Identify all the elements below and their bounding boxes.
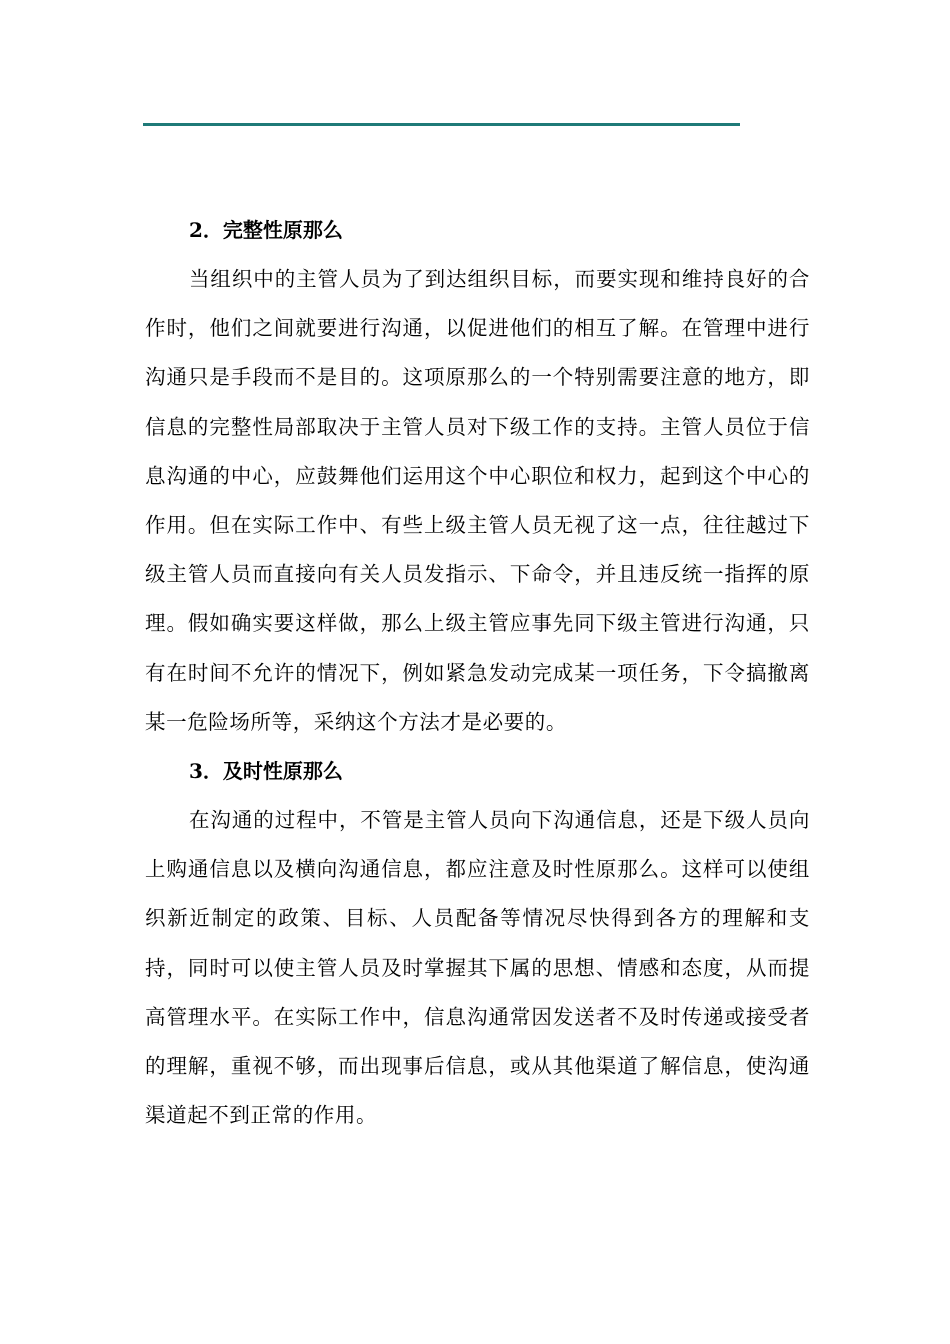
section-heading: 3．及时性原那么 [189, 759, 343, 784]
header-rule [143, 123, 740, 126]
section-paragraph: 当组织中的主管人员为了到达组织目标，而要实现和维持良好的合作时，他们之间就要进行沟通，以促进他们的相互了解。在管理中进行沟通只是手段而不是目的。这项原那么的一个特别需要注意的地方，即信息的完整性局部取决于主管人员对下级工作的支持。主管人员位于信息沟通的中心，应鼓舞他们运用这个中心职位和权力，起到这个中心的作用。但在实际工作中、有些上级主管人员无视了这一点，往往越过下级主管人员而直接向有关人员发指示、下命令，并且违反统一指挥的原理。假如确实要这样做，那么上级主管应事先同下级主管进行沟通，只有在时间不允许的情况下，例如紧急发动完成某一项任务，下令搞撤离某一危险场所等，采纳这个方法才是必要的。 [145, 267, 810, 734]
section-completeness [145, 206, 810, 747]
section-paragraph: 在沟通的过程中，不管是主管人员向下沟通信息，还是下级人员向上购通信息以及横向沟通信息，都应注意及时性原那么。这样可以使组织新近制定的政策、目标、人员配备等情况尽快得到各方的理解和支持，同时可以使主管人员及时掌握其下属的思想、情感和态度，从而提高管理水平。在实际工作中，信息沟通常因发送者不及时传递或接受者的理解，重视不够，而出现事后信息，或从其他渠道了解信息，使沟通渠道起不到正常的作用。 [145, 808, 810, 1128]
section-timeliness [145, 747, 810, 1140]
section-heading: 2．完整性原那么 [189, 218, 343, 242]
document-body [145, 206, 810, 1140]
